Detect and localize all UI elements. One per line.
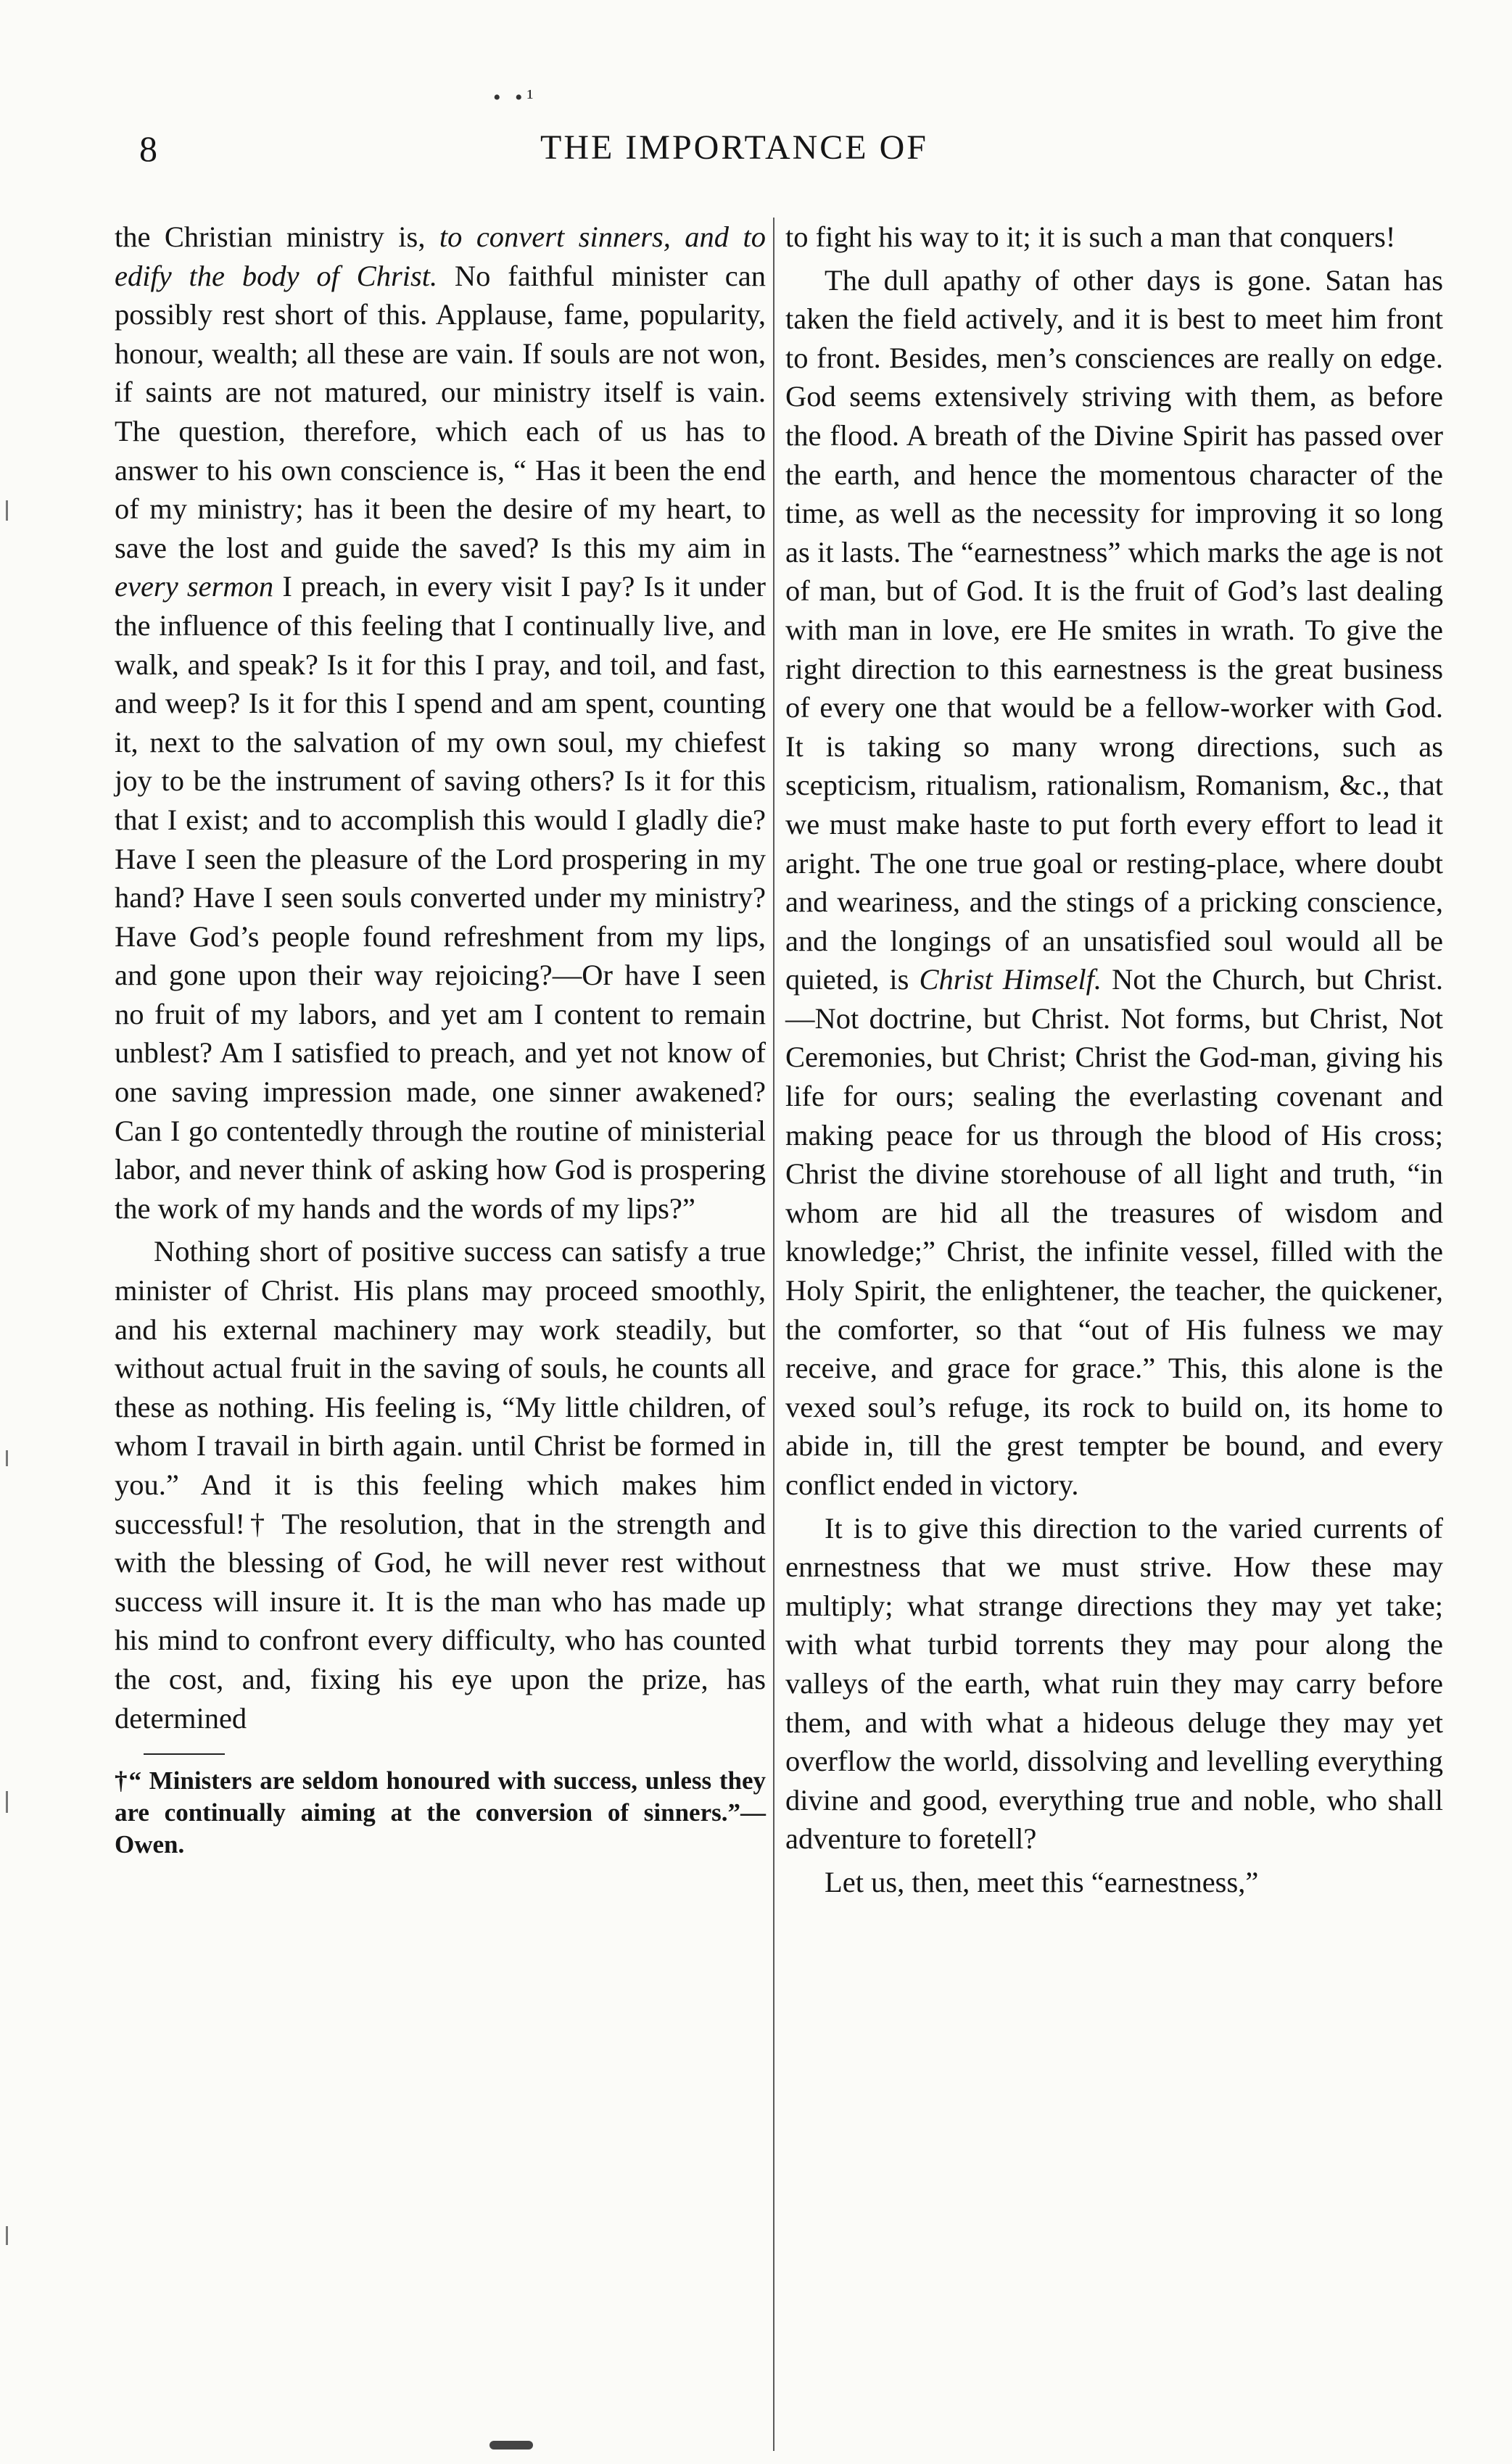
page-number: 8: [139, 128, 157, 169]
paragraph: It is to give this direction to the varied currents of enrnestness that we must strive. How these may multiply; what strange directions they may yet take; with what turbid torrents they may pour along the valleys of the earth, what ruin they may carry before them, and with what a hideous deluge they may yet overflow the world, dissolving and levelling everything divine and good, everything true and noble, who shall adventure to foretell?: [785, 1511, 1443, 1856]
paragraph: to fight his way to it; it is such a man that conquers!: [785, 220, 1396, 253]
footnote: †“ Ministers are seldom honoured with success, unless they are continually aiming at the conversion of sinners.”—Owen.: [115, 1766, 766, 1859]
running-title: THE IMPORTANCE OF: [540, 128, 928, 167]
paragraph: [115, 218, 766, 1228]
bottom-print-mark: [489, 2441, 533, 2449]
paragraph: Nothing short of positive success can satisfy a true minister of Christ. His plans may proceed smoothly, and his external machinery may work steadily, but without actual fruit in the saving of souls, he counts all these as nothing. His feeling is, “My little children, of whom I travail in birth again. until Christ be formed in you.” And it is this feeling which makes him successful!† The resolution, that in the strength and with the blessing of God, he will never rest without success will insure it. It is the man who has made up his mind to confront every difficulty, who has counted the cost, and, fixing his eye upon the prize, has determined: [115, 1235, 766, 1735]
text-run: No faithful minister can possibly rest short of this. Applause, fame, popularity, honour, wealth; all these are vain. If souls are not won, if saints are not matured, our ministry itself is vain. The question, therefore, which each of us has to answer to his own conscience is, “ Has it been the end of my ministry; has it been the desire of my heart, to save the lost and guide the saved? Is this my aim in: [115, 259, 766, 564]
italic-run: every sermon: [115, 570, 274, 603]
margin-scan-marks: [0, 471, 22, 2284]
text-run: The dull apathy of other days is gone. Satan has taken the field actively, and it is best to meet him front to front. Besides, men’s consciences are really on edge. God seems extensively striving with them, as before the flood. A breath of the Divine Spirit has passed over the earth, and hence the momentous character of the time, as well as the necessity for improving it so long as it lasts. The “earnestness” which marks the age is not of man, but of God. It is the fruit of God’s last dealing with man in love, ere He smites in wrath. To give the right direction to this earnestness is the great business of every one that would be a fellow-worker with God. It is taking so many wrong directions, such as scepticism, ritualism, rationalism, Romanism, &c., that we must make haste to put forth every effort to lead it aright. The one true goal or resting-place, where doubt and weariness, and the stings of a pricking conscience, and the longings of an unsatisfied soul would all be quieted, is: [785, 263, 1443, 996]
print-speck: • •¹: [493, 86, 538, 109]
left-column: [115, 218, 766, 1861]
text-run: Not the Church, but Christ.—Not doctrine, but Christ. Not forms, but Christ, Not Ceremonies, but Christ; Christ the God-man, giving his life for ours; sealing the everlasting covenant and making peace for us through the blood of His cross; Christ the divine storehouse of all light and truth, “in whom are hid all the treasures of wisdom and knowledge;” Christ, the infinite vessel, filled with the Holy Spirit, the enlightener, the teacher, the quickener, the comforter, so that “out of His fulness we may receive, and grace for grace.” This, this alone is the vexed soul’s refuge, its rock to build on, its home to abide in, till the grest tempter be bound, and every conflict ended in victory.: [785, 963, 1443, 1501]
paragraph: Let us, then, meet this “earnestness,”: [825, 1865, 1259, 1898]
paragraph: [785, 261, 1443, 1505]
text-run: I preach, in every visit I pay? Is it under the influence of this feeling that I continually live, and walk, and speak? Is it for this I pray, and toil, and fast, and weep? Is it for this I spend and am spent, counting it, next to the salvation of my own soul, my chiefest joy to be the instrument of saving others? Is it for this that I exist; and to accomplish this would I gladly die? Have I seen the pleasure of the Lord prospering in my hand? Have I seen souls converted under my ministry? Have God’s people found refreshment from my lips, and gone upon their way rejoicing?—Or have I seen no fruit of my labors, and yet am I content to remain unblest? Am I satisfied to preach, and yet not know of one saving impression made, one sinner awakened? Can I go contentedly through the routine of ministerial labor, and never think of asking how God is prospering the work of my hands and the words of my lips?”: [115, 570, 766, 1225]
text-run: the Christian ministry is,: [115, 220, 439, 253]
italic-run: to convert sinners, and to edify the body of Christ.: [115, 220, 766, 292]
column-divider: [773, 218, 774, 2451]
right-column: [785, 218, 1443, 1902]
italic-run: Christ Himself.: [919, 963, 1102, 996]
footnote-rule: [144, 1753, 225, 1755]
